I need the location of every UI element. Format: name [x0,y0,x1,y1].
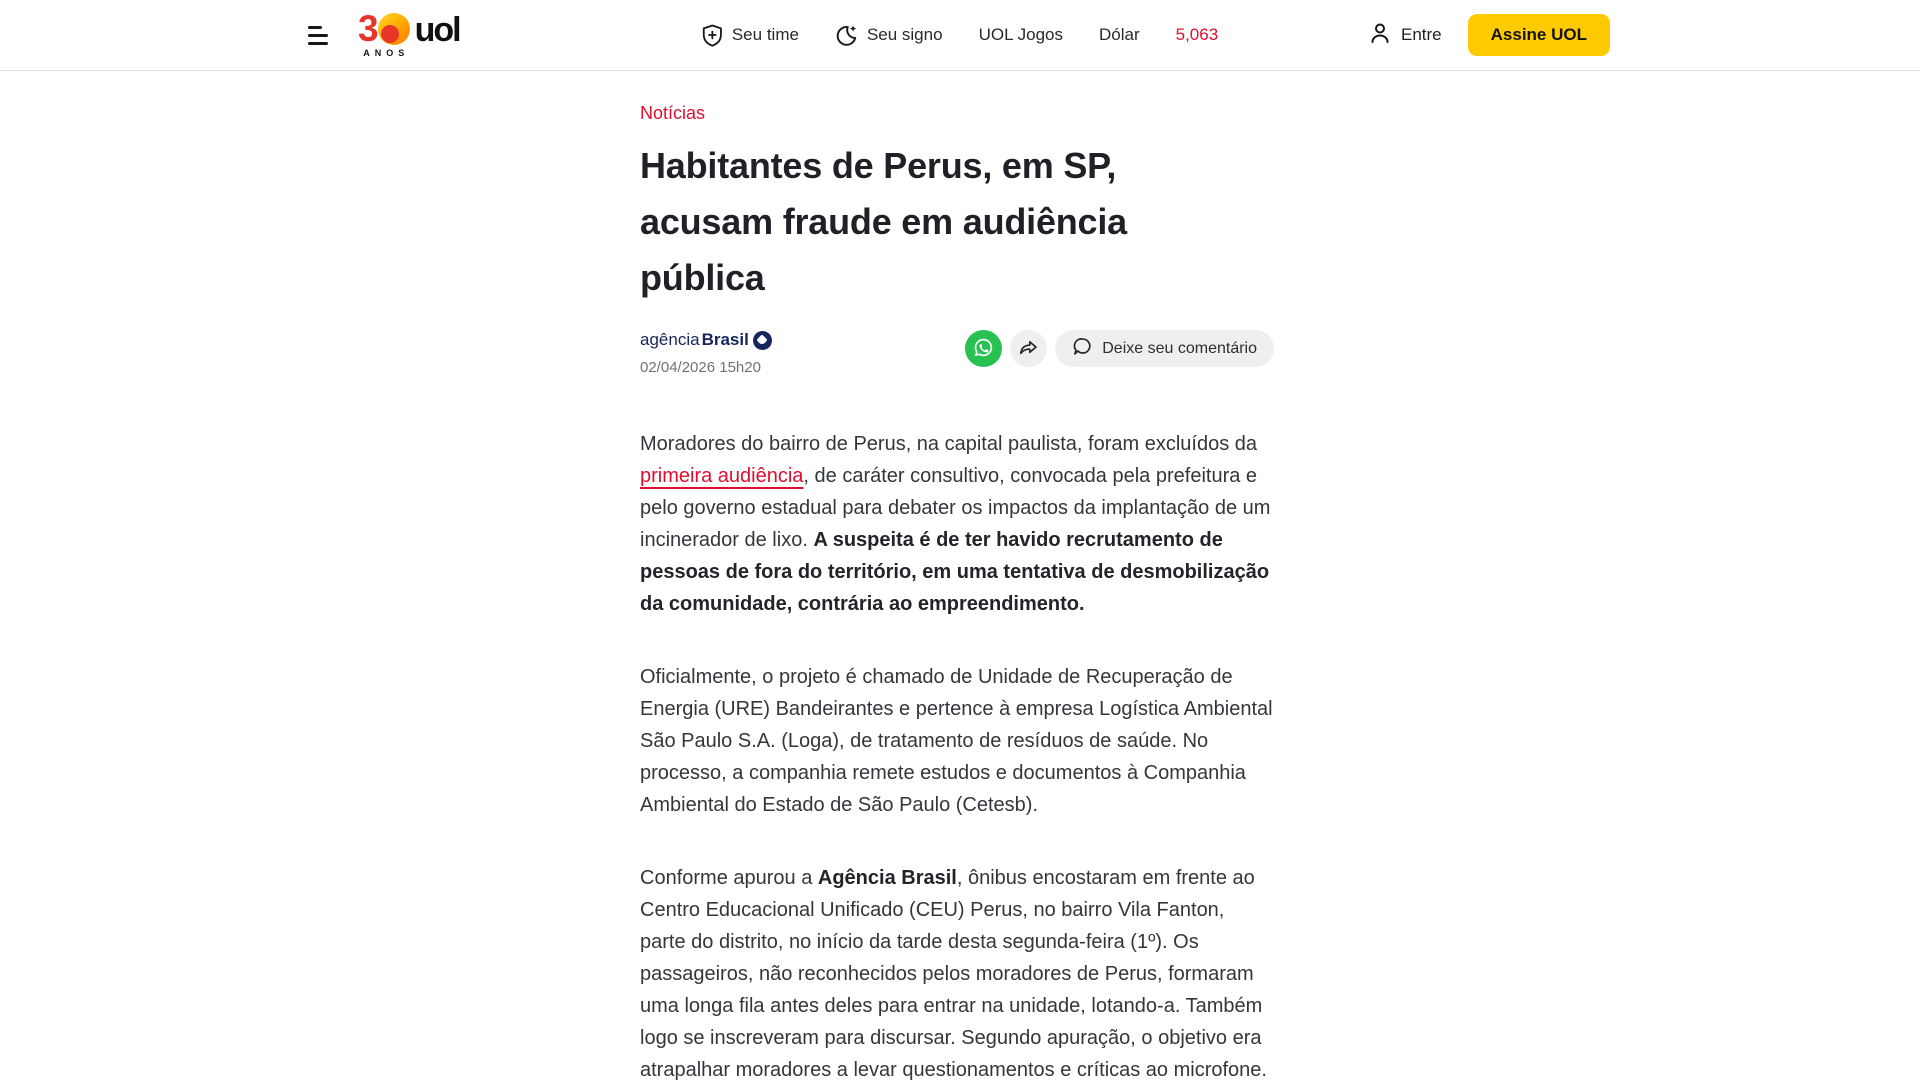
paragraph [640,428,1274,620]
whatsapp-icon [973,337,994,361]
agency-suffix: Brasil [701,330,749,349]
share-actions [965,330,1274,367]
inline-article-link[interactable]: primeira audiência [640,465,804,487]
byline-left [640,330,772,376]
agencia-brasil-mark-icon [753,331,772,350]
paragraph [640,661,1274,821]
uol-wordmark: uol [414,11,460,49]
logo-circle-0-icon [378,13,410,45]
article-body [640,428,1274,1080]
body-text: , ônibus encostaram em frente ao Centro Educacional Unificado (CEU) Perus, no bairro Vila Fanton, parte do distrito, no início da tarde desta segunda-feira (1º). Os passageiros, não reconhecidos pelos moradores de Perus, formaram uma longa fila antes deles para entrar na unidade, lotando-a. Também logo se inscreveram para discursar. Segundo apuração, o objetivo era atrapalhar moradores a levar questionamentos e críticas ao microfone. [640,867,1267,1080]
body-text: , de caráter consultivo, convocada pela prefeitura e pelo governo estadual para debater os impactos da implantação de um incinerador de lixo. [640,465,1271,551]
login-entry[interactable] [1368,21,1442,50]
bold-text: Agência Brasil [817,867,957,889]
user-icon [1368,21,1392,50]
nav-value: 5,063 [1175,25,1219,44]
body-text: Oficialmente, o projeto é chamado de Unidade de Recuperação de Energia (URE) Bandeirantes e pertence à empresa Logística Ambiental São Paulo S.A. (Loga), de tratamento de resíduos de saúde. No processo, a companhia remete estudos e documentos à Companhia Ambiental do Estado de São Paulo (Cetesb). [640,666,1273,816]
bold-text: A suspeita é de ter havido recrutamento de pessoas de fora do território, em uma tentativa de desmobilização da comunidade, contrária ao empreendimento. [640,529,1270,615]
subscribe-uol-button[interactable]: Assine UOL [1468,14,1610,56]
breadcrumb-section-link[interactable]: Notícias [640,103,706,123]
logo-anos-label: ANOS [363,48,410,58]
paragraph [640,862,1274,1080]
shield-plus-icon [702,24,723,47]
whatsapp-share-button[interactable] [965,330,1002,367]
share-arrow-icon [1018,337,1039,361]
comment-button[interactable] [1055,330,1274,367]
comment-label: Deixe seu comentário [1102,339,1257,357]
top-header [0,0,1920,71]
nav-label: Dólar [1098,25,1140,44]
login-label: Entre [1401,25,1442,44]
nav-item-uol-jogos[interactable] [979,25,1063,45]
logo-30-anos [358,8,410,58]
nav-item-seu-time[interactable] [702,24,799,47]
comment-bubble-icon [1072,336,1093,362]
agency-prefix: agência [640,330,700,349]
nav-label: UOL Jogos [978,25,1063,44]
publish-date: 02/04/2026 15h20 [640,359,761,376]
dolar-quote-value[interactable] [1176,25,1219,45]
headline-line: pública [640,257,765,298]
hamburger-menu-icon[interactable] [308,22,334,48]
header-left-group [308,0,460,70]
share-button[interactable] [1010,330,1047,367]
byline-row [640,330,1274,376]
logo-digit-3: 3 [358,8,377,49]
nav-item-dolar[interactable] [1099,25,1140,45]
headline-line: Habitantes de Perus, em SP, [640,145,1117,186]
moon-star-icon [835,24,858,47]
nav-label: Seu time [731,25,799,44]
body-text: Conforme apurou a [640,867,818,889]
uol-30-anos-logo[interactable] [358,8,460,58]
article-headline [640,138,1274,306]
header-nav [702,0,1218,70]
nav-item-seu-signo[interactable] [835,24,943,47]
agencia-brasil-logo[interactable] [640,330,772,350]
nav-label: Seu signo [866,25,943,44]
headline-line: acusam fraude em audiência [640,201,1128,242]
body-text: Moradores do bairro de Perus, na capital paulista, foram excluídos da [640,433,1258,455]
header-right-group [1368,0,1610,70]
article-main-column [640,71,1274,1080]
